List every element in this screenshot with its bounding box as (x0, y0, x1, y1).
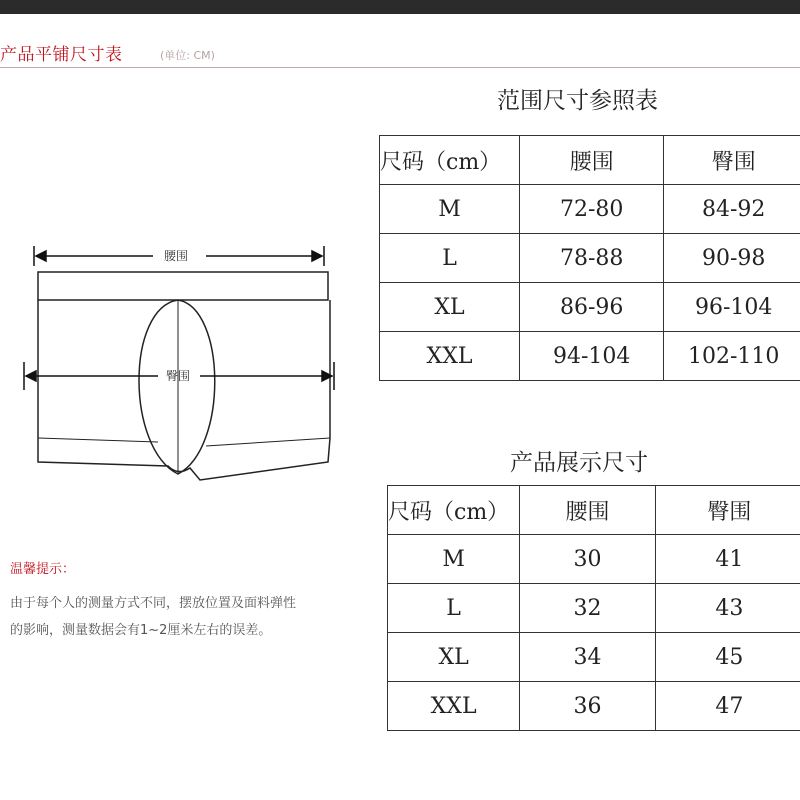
right-leg-band (206, 438, 330, 446)
waistband-outline (38, 272, 328, 300)
header-divider (0, 67, 800, 68)
pouch-outline (139, 300, 215, 474)
waist-cell: 32 (520, 584, 655, 633)
waist-cell: 78-88 (520, 234, 664, 283)
top-bar (0, 0, 800, 14)
size-cell: XXL (380, 332, 520, 381)
size-cell: L (380, 234, 520, 283)
waist-cell: 34 (520, 633, 655, 682)
tip-title: 温馨提示： (10, 562, 76, 577)
header-waist: 腰围 (520, 486, 655, 535)
header-hip: 臀围 (664, 136, 800, 185)
left-leg-band (38, 438, 158, 442)
range-table-title: 范围尺寸参照表 (497, 88, 658, 114)
underwear-diagram (18, 238, 348, 488)
header-hip: 臀围 (655, 486, 800, 535)
waist-label: 腰围 (164, 249, 189, 263)
table-header-row (380, 136, 800, 185)
size-cell: XL (388, 633, 520, 682)
table-row (388, 535, 800, 584)
unit-note: (单位: CM) (160, 49, 215, 62)
waist-cell: 94-104 (520, 332, 664, 381)
header-waist: 腰围 (520, 136, 664, 185)
size-cell: M (388, 535, 520, 584)
tip-text-line-2: 的影响，测量数据会有1~2厘米左右的误差。 (10, 623, 272, 638)
hip-cell: 84-92 (664, 185, 800, 234)
hip-label: 臀围 (166, 369, 191, 383)
hip-cell: 41 (655, 535, 800, 584)
header-size: 尺码（cm） (388, 486, 520, 535)
header-size: 尺码（cm） (380, 136, 520, 185)
hip-cell: 102-110 (664, 332, 800, 381)
size-cell: XXL (388, 682, 520, 731)
tip-text-line-1: 由于每个人的测量方式不同，摆放位置及面料弹性 (10, 596, 297, 611)
table-row (380, 185, 800, 234)
body-outline (38, 300, 330, 480)
table-header-row (388, 486, 800, 535)
waist-cell: 30 (520, 535, 655, 584)
table-row (380, 234, 800, 283)
size-cell: L (388, 584, 520, 633)
hip-cell: 47 (655, 682, 800, 731)
page-title: 产品平铺尺寸表 (0, 45, 123, 65)
table-row (380, 283, 800, 332)
hip-cell: 43 (655, 584, 800, 633)
product-table-title: 产品展示尺寸 (510, 450, 648, 476)
table-row (388, 682, 800, 731)
waist-cell: 86-96 (520, 283, 664, 332)
hip-cell: 90-98 (664, 234, 800, 283)
size-cell: XL (380, 283, 520, 332)
range-size-table (379, 135, 800, 381)
hip-cell: 45 (655, 633, 800, 682)
waist-cell: 72-80 (520, 185, 664, 234)
hip-cell: 96-104 (664, 283, 800, 332)
waist-cell: 36 (520, 682, 655, 731)
table-row (388, 584, 800, 633)
size-cell: M (380, 185, 520, 234)
table-row (388, 633, 800, 682)
table-row (380, 332, 800, 381)
product-size-table (387, 485, 800, 731)
